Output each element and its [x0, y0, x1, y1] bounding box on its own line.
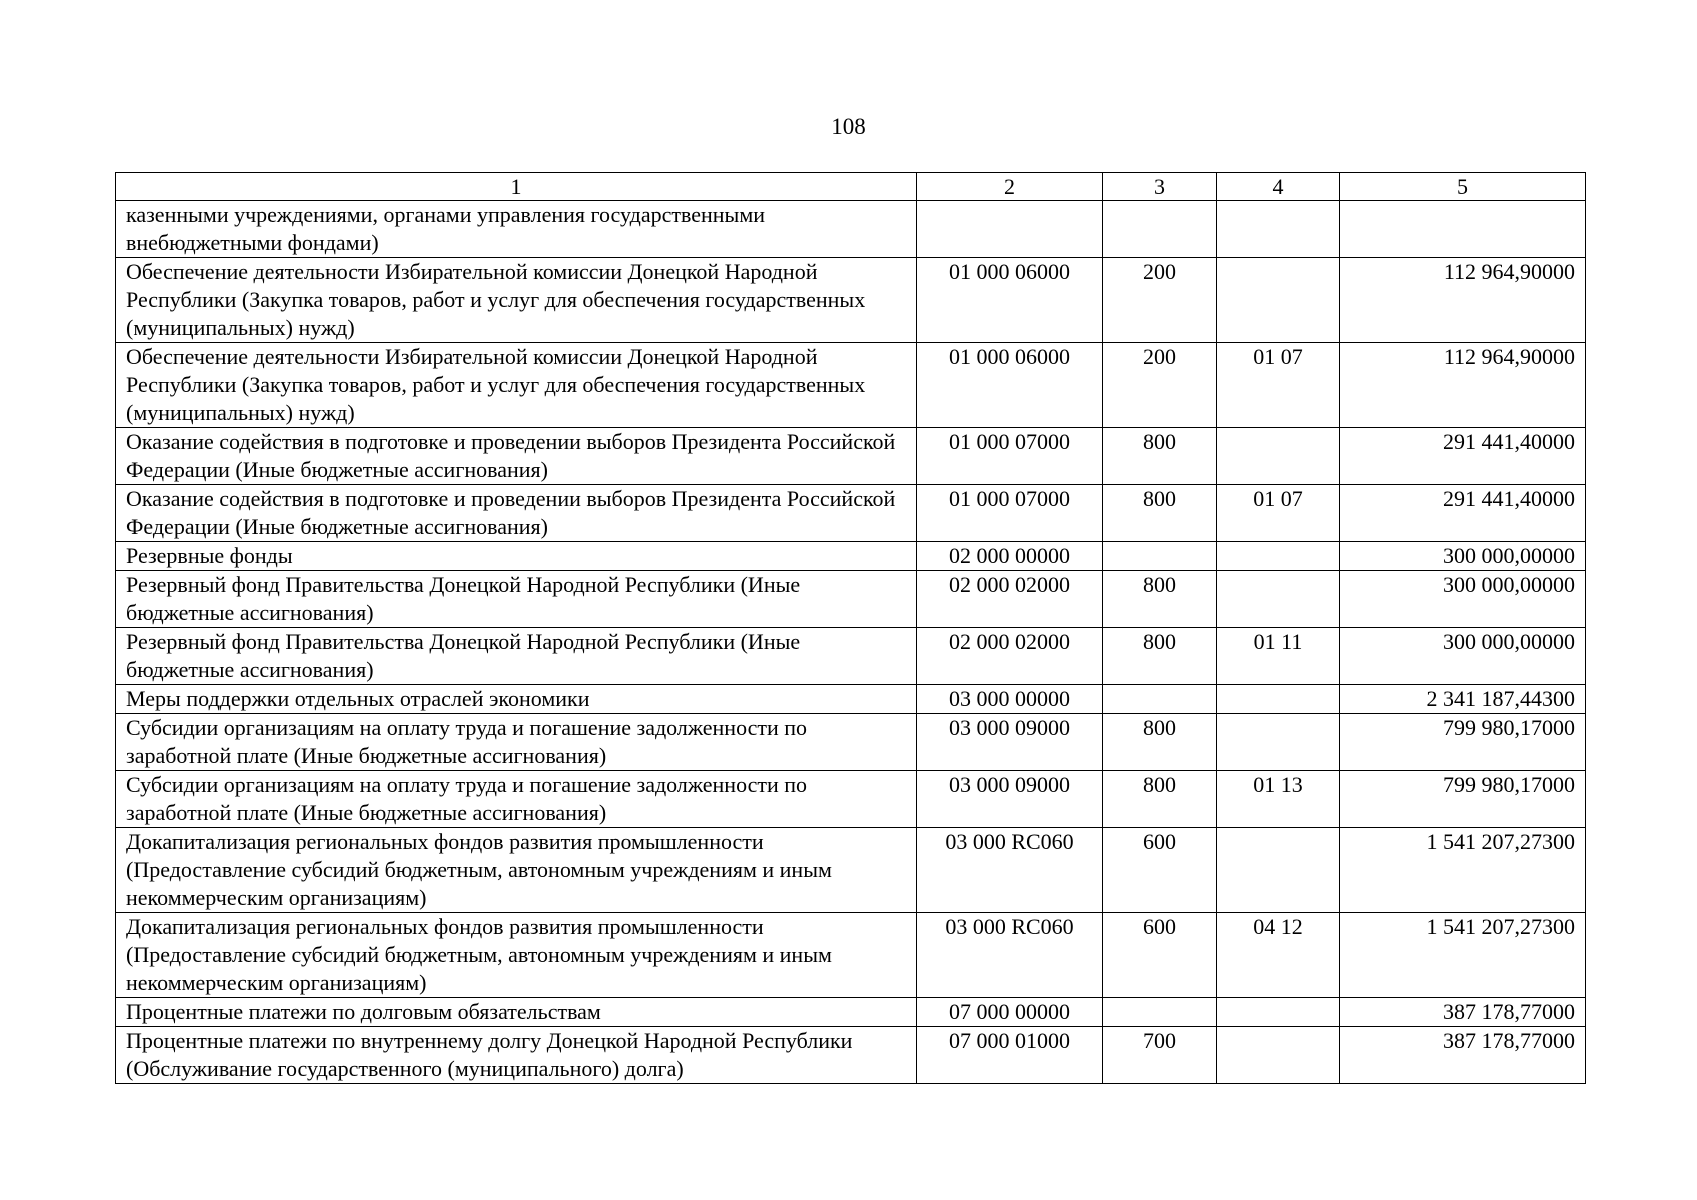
table-row [116, 1027, 1586, 1084]
table-row [116, 685, 1586, 714]
table-row [116, 201, 1586, 258]
row-name-cell: Обеспечение деятельности Избирательной комиссии Донецкой Народной Республики (Закупка товаров, работ и услуг для обеспечения государственных (муниципальных) нужд) [116, 258, 917, 343]
row-expense-type-cell: 200 [1103, 258, 1217, 343]
row-expense-type-cell [1103, 685, 1217, 714]
row-target-code-cell: 01 000 06000 [917, 258, 1103, 343]
row-amount-cell: 291 441,40000 [1340, 485, 1586, 542]
header-col-2: 2 [917, 173, 1103, 201]
row-amount-cell: 799 980,17000 [1340, 714, 1586, 771]
row-name-cell: Процентные платежи по внутреннему долгу Донецкой Народной Республики (Обслуживание государственного (муниципального) долга) [116, 1027, 917, 1084]
table-header [116, 173, 1586, 201]
row-expense-type-cell: 800 [1103, 714, 1217, 771]
row-amount-cell: 1 541 207,27300 [1340, 913, 1586, 998]
table-row [116, 571, 1586, 628]
header-col-5: 5 [1340, 173, 1586, 201]
row-amount-cell: 2 341 187,44300 [1340, 685, 1586, 714]
row-name-cell: Докапитализация региональных фондов развития промышленности (Предоставление субсидий бюджетным, автономным учреждениям и иным некоммерческим организациям) [116, 828, 917, 913]
row-section-cell [1217, 998, 1340, 1027]
row-amount-cell: 112 964,90000 [1340, 343, 1586, 428]
row-section-cell: 01 07 [1217, 485, 1340, 542]
row-section-cell: 01 13 [1217, 771, 1340, 828]
row-amount-cell: 112 964,90000 [1340, 258, 1586, 343]
row-amount-cell: 300 000,00000 [1340, 571, 1586, 628]
row-section-cell [1217, 201, 1340, 258]
row-target-code-cell: 03 000 09000 [917, 714, 1103, 771]
row-name-cell: Резервные фонды [116, 542, 917, 571]
row-section-cell: 01 11 [1217, 628, 1340, 685]
row-amount-cell: 291 441,40000 [1340, 428, 1586, 485]
row-section-cell [1217, 828, 1340, 913]
row-target-code-cell: 07 000 00000 [917, 998, 1103, 1027]
table-row [116, 998, 1586, 1027]
row-name-cell: Обеспечение деятельности Избирательной комиссии Донецкой Народной Республики (Закупка товаров, работ и услуг для обеспечения государственных (муниципальных) нужд) [116, 343, 917, 428]
row-target-code-cell: 02 000 00000 [917, 542, 1103, 571]
row-expense-type-cell: 800 [1103, 485, 1217, 542]
row-target-code-cell: 01 000 06000 [917, 343, 1103, 428]
table-row [116, 913, 1586, 998]
row-section-cell: 01 07 [1217, 343, 1340, 428]
header-col-4: 4 [1217, 173, 1340, 201]
row-section-cell [1217, 714, 1340, 771]
header-col-1: 1 [116, 173, 917, 201]
table-body [116, 201, 1586, 1084]
row-expense-type-cell [1103, 998, 1217, 1027]
table-row [116, 343, 1586, 428]
row-name-cell: Оказание содействия в подготовке и проведении выборов Президента Российской Федерации (Иные бюджетные ассигнования) [116, 485, 917, 542]
row-amount-cell: 799 980,17000 [1340, 771, 1586, 828]
row-expense-type-cell: 800 [1103, 428, 1217, 485]
row-target-code-cell [917, 201, 1103, 258]
page-number: 108 [831, 114, 866, 139]
row-name-cell: Процентные платежи по долговым обязательствам [116, 998, 917, 1027]
row-target-code-cell: 01 000 07000 [917, 428, 1103, 485]
row-name-cell: казенными учреждениями, органами управления государственными внебюджетными фондами) [116, 201, 917, 258]
row-section-cell [1217, 571, 1340, 628]
row-amount-cell: 300 000,00000 [1340, 628, 1586, 685]
row-target-code-cell: 02 000 02000 [917, 628, 1103, 685]
row-expense-type-cell [1103, 542, 1217, 571]
row-name-cell: Субсидии организациям на оплату труда и погашение задолженности по заработной плате (Иные бюджетные ассигнования) [116, 771, 917, 828]
row-amount-cell: 387 178,77000 [1340, 1027, 1586, 1084]
row-expense-type-cell: 800 [1103, 571, 1217, 628]
budget-table [115, 172, 1586, 1084]
row-section-cell [1217, 542, 1340, 571]
table-row [116, 258, 1586, 343]
row-target-code-cell: 03 000 RC060 [917, 913, 1103, 998]
row-expense-type-cell: 800 [1103, 771, 1217, 828]
table-row [116, 485, 1586, 542]
row-section-cell [1217, 258, 1340, 343]
row-expense-type-cell: 600 [1103, 913, 1217, 998]
row-name-cell: Меры поддержки отдельных отраслей экономики [116, 685, 917, 714]
row-target-code-cell: 03 000 RC060 [917, 828, 1103, 913]
table-row [116, 542, 1586, 571]
row-expense-type-cell: 600 [1103, 828, 1217, 913]
row-section-cell [1217, 428, 1340, 485]
row-amount-cell: 387 178,77000 [1340, 998, 1586, 1027]
table-row [116, 714, 1586, 771]
row-name-cell: Докапитализация региональных фондов развития промышленности (Предоставление субсидий бюджетным, автономным учреждениям и иным некоммерческим организациям) [116, 913, 917, 998]
table-row [116, 428, 1586, 485]
row-section-cell [1217, 1027, 1340, 1084]
row-expense-type-cell: 700 [1103, 1027, 1217, 1084]
table-row [116, 771, 1586, 828]
row-name-cell: Резервный фонд Правительства Донецкой Народной Республики (Иные бюджетные ассигнования) [116, 571, 917, 628]
row-expense-type-cell: 200 [1103, 343, 1217, 428]
row-target-code-cell: 07 000 01000 [917, 1027, 1103, 1084]
row-amount-cell: 1 541 207,27300 [1340, 828, 1586, 913]
row-target-code-cell: 03 000 00000 [917, 685, 1103, 714]
row-name-cell: Резервный фонд Правительства Донецкой Народной Республики (Иные бюджетные ассигнования) [116, 628, 917, 685]
row-name-cell: Оказание содействия в подготовке и проведении выборов Президента Российской Федерации (Иные бюджетные ассигнования) [116, 428, 917, 485]
header-row [116, 173, 1586, 201]
row-expense-type-cell [1103, 201, 1217, 258]
table-row [116, 828, 1586, 913]
row-amount-cell [1340, 201, 1586, 258]
row-section-cell [1217, 685, 1340, 714]
row-expense-type-cell: 800 [1103, 628, 1217, 685]
row-target-code-cell: 03 000 09000 [917, 771, 1103, 828]
row-target-code-cell: 01 000 07000 [917, 485, 1103, 542]
row-name-cell: Субсидии организациям на оплату труда и погашение задолженности по заработной плате (Иные бюджетные ассигнования) [116, 714, 917, 771]
row-target-code-cell: 02 000 02000 [917, 571, 1103, 628]
row-amount-cell: 300 000,00000 [1340, 542, 1586, 571]
header-col-3: 3 [1103, 173, 1217, 201]
row-section-cell: 04 12 [1217, 913, 1340, 998]
table-row [116, 628, 1586, 685]
